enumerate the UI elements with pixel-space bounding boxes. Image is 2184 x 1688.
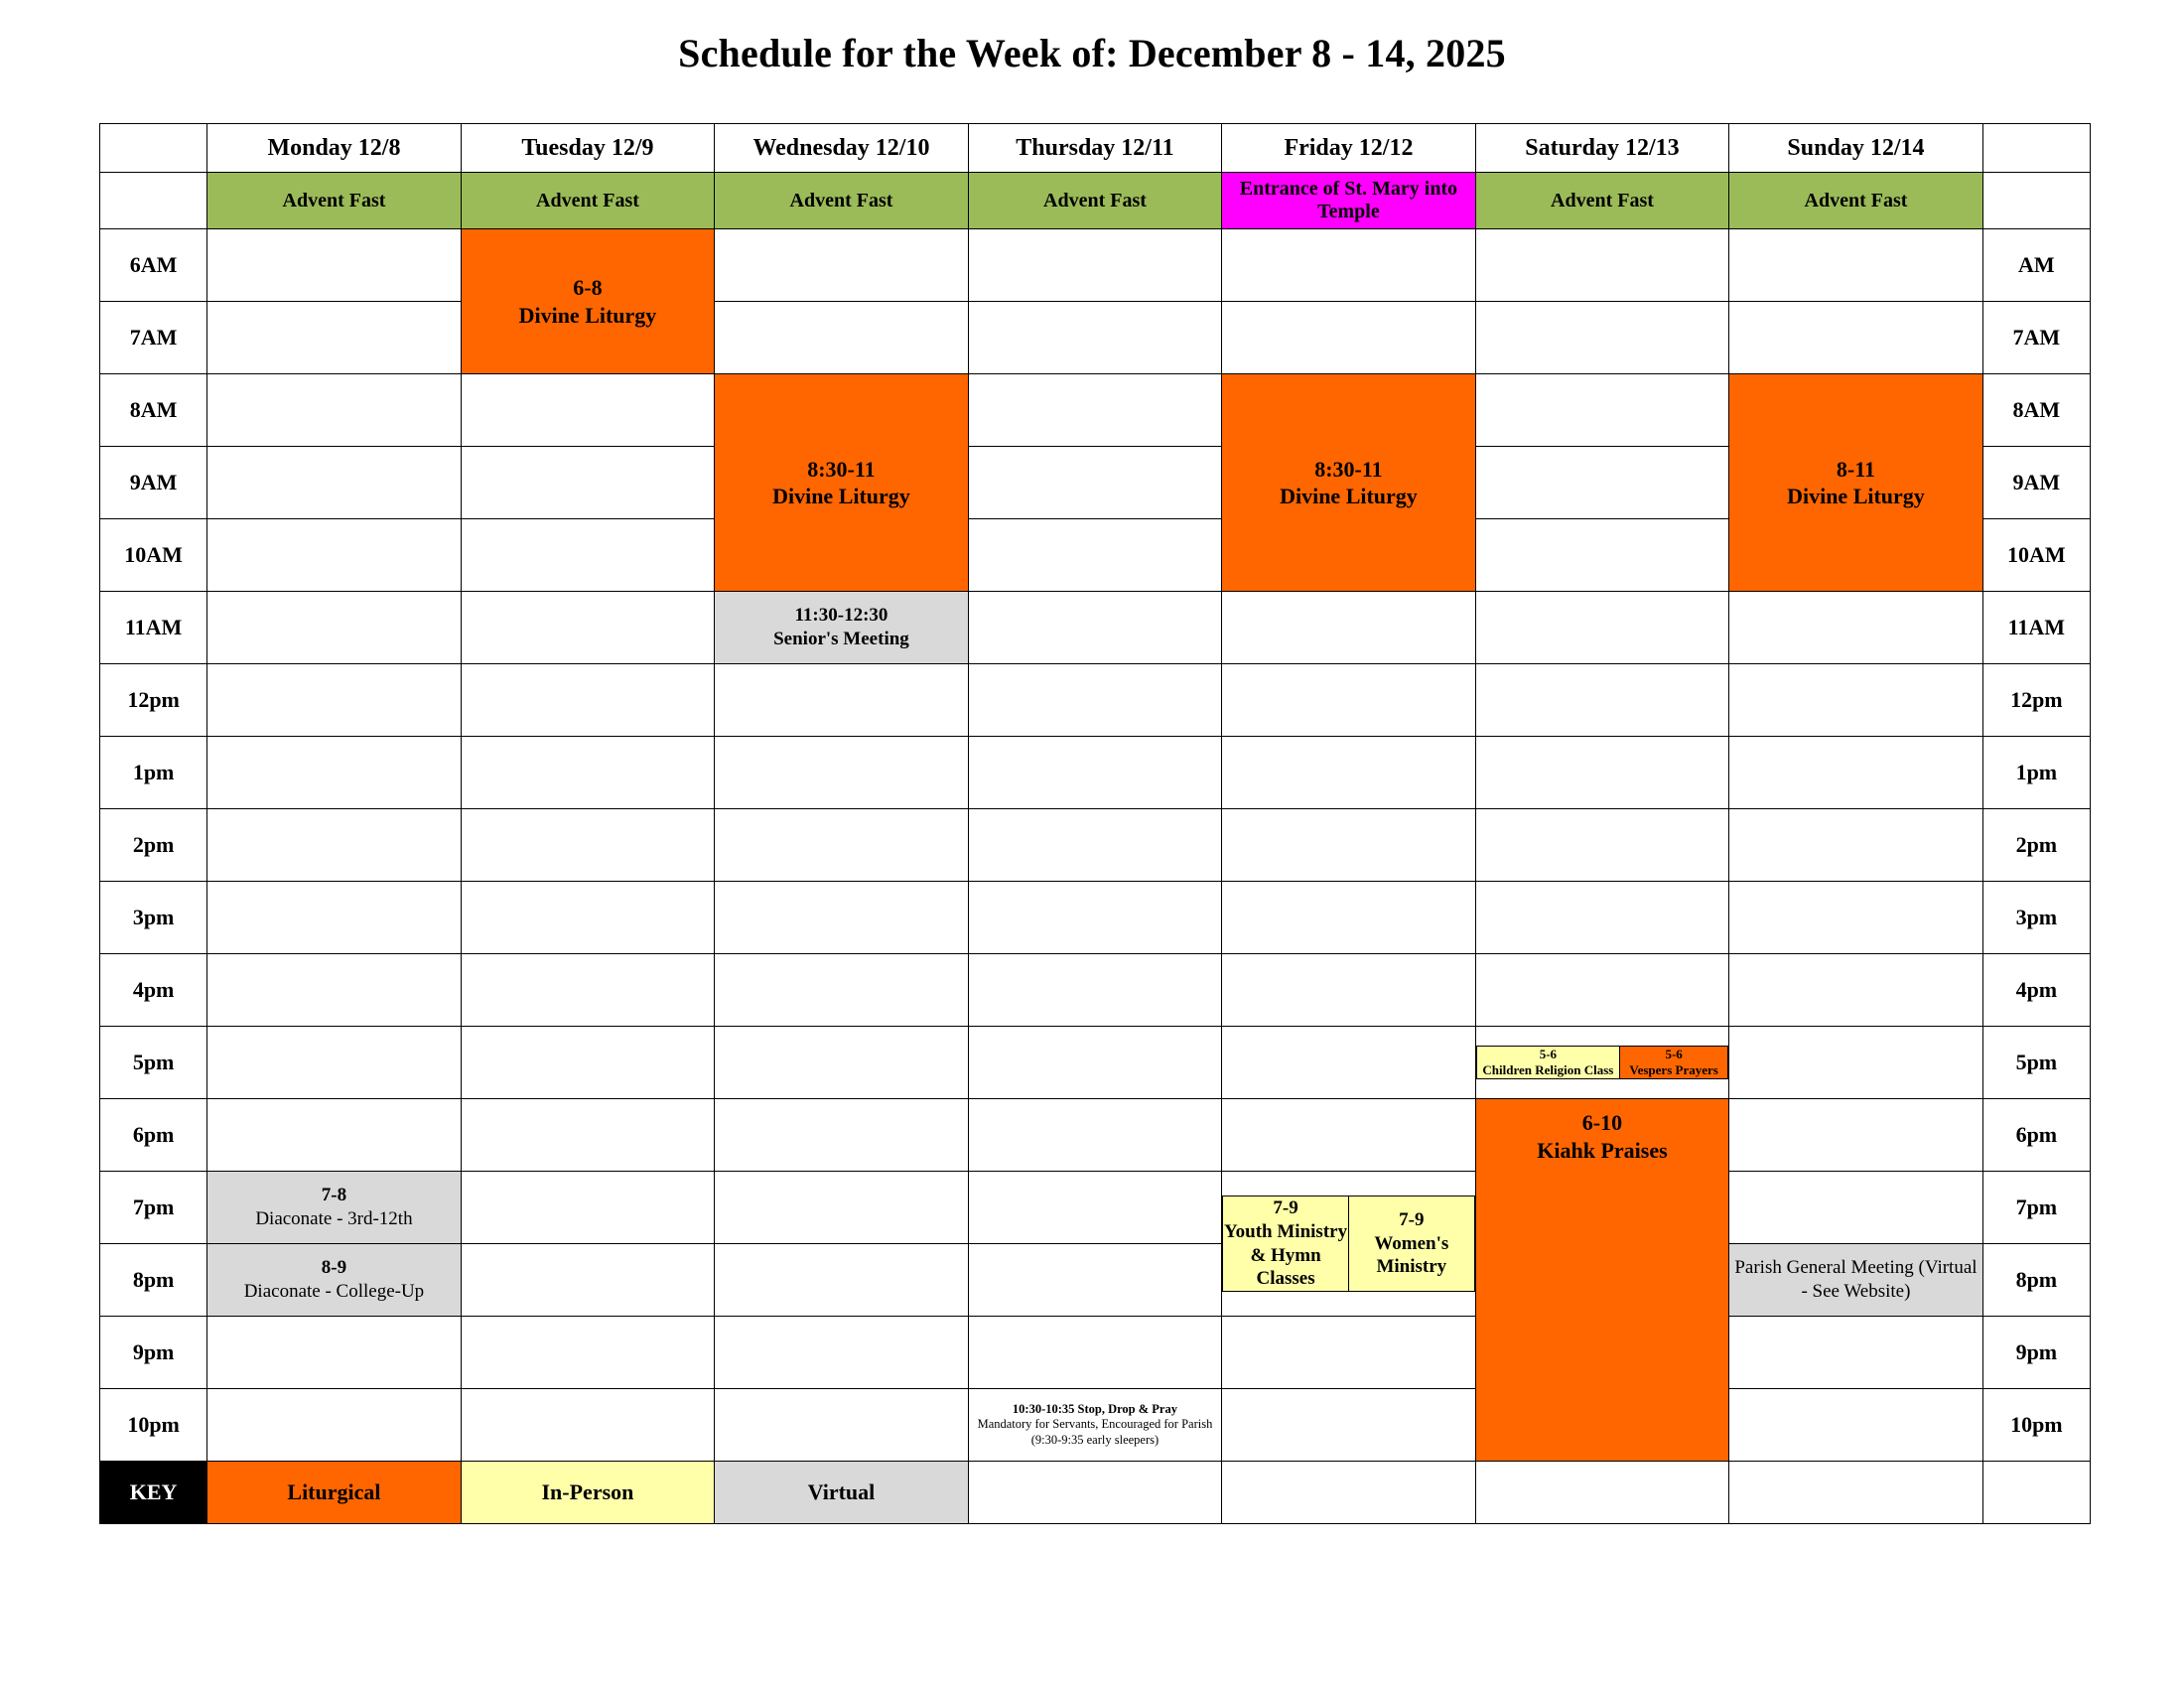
event-time: 6-8 [573,275,603,300]
cell-fri-12pm [1222,664,1476,737]
cell-sun-6am [1729,229,1983,302]
cell-thu-8pm [968,1244,1222,1317]
cell-fri-6pm [1222,1099,1476,1172]
event-saturday-kiahk-praises [1475,1099,1729,1462]
event-wednesday-divine-liturgy [715,374,969,592]
fast-thursday: Advent Fast [968,173,1222,229]
cell-wed-1pm [715,737,969,809]
cell-sun-11am [1729,592,1983,664]
row-6am [100,229,2091,302]
cell-sat-5pm [1475,1027,1729,1099]
cell-sun-6pm [1729,1099,1983,1172]
event-time: 8-11 [1836,456,1876,482]
cell-sat-3pm [1475,882,1729,954]
cell-mon-2pm [207,809,462,882]
event-name: Divine Liturgy [1787,484,1925,508]
cell-thu-3pm [968,882,1222,954]
cell-mon-9am [207,447,462,519]
cell-sat-4pm [1475,954,1729,1027]
cell-fri-evening [1222,1172,1476,1317]
time-label-left-7pm: 7pm [100,1172,207,1244]
event-tuesday-divine-liturgy [461,229,715,374]
event-name: Diaconate - 3rd-12th [255,1208,413,1229]
legend-item-in-person: In-Person [461,1462,715,1524]
fast-monday: Advent Fast [207,173,462,229]
cell-mon-1pm [207,737,462,809]
day-header-thursday: Thursday 12/11 [968,124,1222,173]
page-title: Schedule for the Week of: December 8 - 14, 2025 [678,31,1506,75]
cell-thu-7am [968,302,1222,374]
event-saturday-vespers-prayers [1620,1046,1728,1079]
time-label-left-8pm: 8pm [100,1244,207,1317]
row-5pm [100,1027,2091,1099]
time-label-right-7am: 7AM [1982,302,2090,374]
time-label-right-12pm: 12pm [1982,664,2090,737]
event-sunday-parish-general-meeting [1729,1244,1983,1317]
cell-fri-6am [1222,229,1476,302]
fast-saturday: Advent Fast [1475,173,1729,229]
cell-thu-8am [968,374,1222,447]
cell-wed-9pm [715,1317,969,1389]
cell-mon-12pm [207,664,462,737]
cell-tue-7pm [461,1172,715,1244]
day-header-sunday: Sunday 12/14 [1729,124,1983,173]
cell-sun-7pm [1729,1172,1983,1244]
cell-sat-7am [1475,302,1729,374]
legend-row [100,1462,2091,1524]
table-header-row [100,124,2091,173]
time-label-right-6am: AM [1982,229,2090,302]
event-time: 7-9 [1399,1208,1425,1230]
cell-tue-3pm [461,882,715,954]
header-corner-right [1982,124,2090,173]
cell-thu-4pm [968,954,1222,1027]
cell-tue-1pm [461,737,715,809]
time-label-left-1pm: 1pm [100,737,207,809]
time-label-left-9am: 9AM [100,447,207,519]
row-6pm [100,1099,2091,1172]
time-label-left-3pm: 3pm [100,882,207,954]
event-time: 8:30-11 [1314,456,1383,482]
time-label-left-5pm: 5pm [100,1027,207,1099]
cell-tue-5pm [461,1027,715,1099]
row-8am [100,374,2091,447]
event-name: Divine Liturgy [1280,484,1418,508]
time-label-left-7am: 7AM [100,302,207,374]
cell-fri-11am [1222,592,1476,664]
event-name: Parish General Meeting (Virtual - See Website) [1734,1257,1978,1302]
cell-fri-2pm [1222,809,1476,882]
event-time: 6-10 [1581,1110,1623,1135]
time-label-right-10am: 10AM [1982,519,2090,592]
cell-thu-12pm [968,664,1222,737]
cell-mon-6am [207,229,462,302]
cell-wed-7am [715,302,969,374]
cell-tue-2pm [461,809,715,882]
event-friday-youth-ministry [1223,1196,1349,1292]
cell-sun-2pm [1729,809,1983,882]
event-wednesday-seniors-meeting [715,592,969,664]
header-corner-left [100,124,207,173]
event-time: 5-6 [1539,1046,1558,1061]
cell-thu-1pm [968,737,1222,809]
row-7am [100,302,2091,374]
weekly-schedule-table [99,123,2091,1524]
cell-thu-5pm [968,1027,1222,1099]
cell-wed-8pm [715,1244,969,1317]
cell-fri-5pm [1222,1027,1476,1099]
event-time: 8:30-11 [807,456,876,482]
cell-thu-9pm [968,1317,1222,1389]
feast-friday: Entrance of St. Mary into Temple [1222,173,1476,229]
row-9pm [100,1317,2091,1389]
cell-sun-9pm [1729,1317,1983,1389]
cell-fri-1pm [1222,737,1476,809]
cell-sat-8am [1475,374,1729,447]
time-label-left-6pm: 6pm [100,1099,207,1172]
cell-sat-10am [1475,519,1729,592]
row-12pm [100,664,2091,737]
row-2pm [100,809,2091,882]
event-time: 7-9 [1273,1197,1298,1218]
cell-tue-10pm [461,1389,715,1462]
cell-thu-6pm [968,1099,1222,1172]
time-label-right-8am: 8AM [1982,374,2090,447]
event-name: Senior's Meeting [773,629,909,649]
cell-mon-9pm [207,1317,462,1389]
cell-thu-2pm [968,809,1222,882]
cell-sat-6am [1475,229,1729,302]
cell-tue-12pm [461,664,715,737]
time-label-right-11am: 11AM [1982,592,2090,664]
cell-wed-7pm [715,1172,969,1244]
cell-fri-3pm [1222,882,1476,954]
fast-wednesday: Advent Fast [715,173,969,229]
cell-tue-6pm [461,1099,715,1172]
cell-sun-4pm [1729,954,1983,1027]
cell-mon-11am [207,592,462,664]
event-name: Kiahk Praises [1537,1137,1668,1163]
cell-fri-4pm [1222,954,1476,1027]
event-time: 8-9 [321,1257,347,1279]
event-time: 5-6 [1665,1046,1683,1061]
day-header-monday: Monday 12/8 [207,124,462,173]
fast-tuesday: Advent Fast [461,173,715,229]
cell-sat-12pm [1475,664,1729,737]
cell-sun-1pm [1729,737,1983,809]
event-name: Youth Ministry & Hymn Classes [1224,1220,1348,1290]
event-time: 11:30-12:30 [794,605,888,627]
fast-feast-row [100,173,2091,229]
cell-fri-10pm [1222,1389,1476,1462]
legend-spacer-2 [1222,1462,1476,1524]
cell-sun-12pm [1729,664,1983,737]
time-label-left-8am: 8AM [100,374,207,447]
cell-wed-6pm [715,1099,969,1172]
cell-tue-8pm [461,1244,715,1317]
legend-label: KEY [100,1462,207,1524]
event-monday-diaconate-college [207,1244,462,1317]
event-name: Diaconate - College-Up [243,1281,425,1302]
cell-tue-11am [461,592,715,664]
cell-tue-8am [461,374,715,447]
cell-mon-3pm [207,882,462,954]
row-10pm [100,1389,2091,1462]
time-label-left-4pm: 4pm [100,954,207,1027]
time-label-right-9pm: 9pm [1982,1317,2090,1389]
cell-thu-11am [968,592,1222,664]
cell-wed-5pm [715,1027,969,1099]
event-friday-womens-ministry [1348,1196,1474,1292]
row-11am [100,592,2091,664]
time-label-right-3pm: 3pm [1982,882,2090,954]
cell-sat-1pm [1475,737,1729,809]
time-label-left-10am: 10AM [100,519,207,592]
cell-wed-2pm [715,809,969,882]
event-time: 7-8 [321,1185,347,1206]
row-3pm [100,882,2091,954]
event-name: Divine Liturgy [518,302,657,328]
legend-spacer-5 [1982,1462,2090,1524]
time-label-left-9pm: 9pm [100,1317,207,1389]
cell-wed-4pm [715,954,969,1027]
cell-tue-10am [461,519,715,592]
event-monday-diaconate-school [207,1172,462,1244]
time-label-right-6pm: 6pm [1982,1099,2090,1172]
event-name: Children Religion Class [1482,1062,1614,1077]
time-label-left-12pm: 12pm [100,664,207,737]
fast-sunday: Advent Fast [1729,173,1983,229]
cell-tue-4pm [461,954,715,1027]
cell-mon-10am [207,519,462,592]
cell-fri-7am [1222,302,1476,374]
time-label-right-1pm: 1pm [1982,737,2090,809]
cell-mon-4pm [207,954,462,1027]
cell-sun-10pm [1729,1389,1983,1462]
cell-mon-6pm [207,1099,462,1172]
event-name: Women's Ministry [1374,1232,1449,1278]
event-thursday-stop-drop-pray [968,1389,1222,1462]
cell-mon-5pm [207,1027,462,1099]
time-label-left-6am: 6AM [100,229,207,302]
time-label-right-8pm: 8pm [1982,1244,2090,1317]
cell-sat-11am [1475,592,1729,664]
cell-wed-6am [715,229,969,302]
cell-sat-9am [1475,447,1729,519]
legend-spacer-3 [1475,1462,1729,1524]
time-label-right-10pm: 10pm [1982,1389,2090,1462]
cell-sun-5pm [1729,1027,1983,1099]
event-friday-divine-liturgy [1222,374,1476,592]
legend-spacer-1 [968,1462,1222,1524]
cell-thu-7pm [968,1172,1222,1244]
cell-sat-2pm [1475,809,1729,882]
day-header-wednesday: Wednesday 12/10 [715,124,969,173]
row-1pm [100,737,2091,809]
day-header-friday: Friday 12/12 [1222,124,1476,173]
cell-tue-9am [461,447,715,519]
time-label-right-9am: 9AM [1982,447,2090,519]
event-detail: Mandatory for Servants, Encouraged for Parish (9:30-9:35 early sleepers) [977,1417,1213,1447]
cell-sun-3pm [1729,882,1983,954]
cell-thu-6am [968,229,1222,302]
time-label-left-11am: 11AM [100,592,207,664]
cell-wed-12pm [715,664,969,737]
time-label-left-2pm: 2pm [100,809,207,882]
cell-wed-3pm [715,882,969,954]
row-7pm [100,1172,2091,1244]
cell-thu-10am [968,519,1222,592]
row-4pm [100,954,2091,1027]
day-header-tuesday: Tuesday 12/9 [461,124,715,173]
event-name: Vespers Prayers [1629,1062,1718,1077]
fast-row-left-spacer [100,173,207,229]
event-saturday-children-religion-class [1476,1046,1619,1079]
legend-item-virtual: Virtual [715,1462,969,1524]
legend-spacer-4 [1729,1462,1983,1524]
cell-wed-10pm [715,1389,969,1462]
day-header-saturday: Saturday 12/13 [1475,124,1729,173]
event-name: Divine Liturgy [772,484,910,508]
row-8pm [100,1244,2091,1317]
time-label-right-7pm: 7pm [1982,1172,2090,1244]
fast-row-right-spacer [1982,173,2090,229]
cell-mon-10pm [207,1389,462,1462]
cell-mon-7am [207,302,462,374]
legend-item-liturgical: Liturgical [207,1462,462,1524]
time-label-right-4pm: 4pm [1982,954,2090,1027]
cell-fri-9pm [1222,1317,1476,1389]
time-label-right-5pm: 5pm [1982,1027,2090,1099]
event-headline: 10:30-10:35 Stop, Drop & Pray [1012,1401,1177,1416]
time-label-right-2pm: 2pm [1982,809,2090,882]
cell-tue-9pm [461,1317,715,1389]
cell-thu-9am [968,447,1222,519]
time-label-left-10pm: 10pm [100,1389,207,1462]
cell-sun-7am [1729,302,1983,374]
cell-mon-8am [207,374,462,447]
event-sunday-divine-liturgy [1729,374,1983,592]
